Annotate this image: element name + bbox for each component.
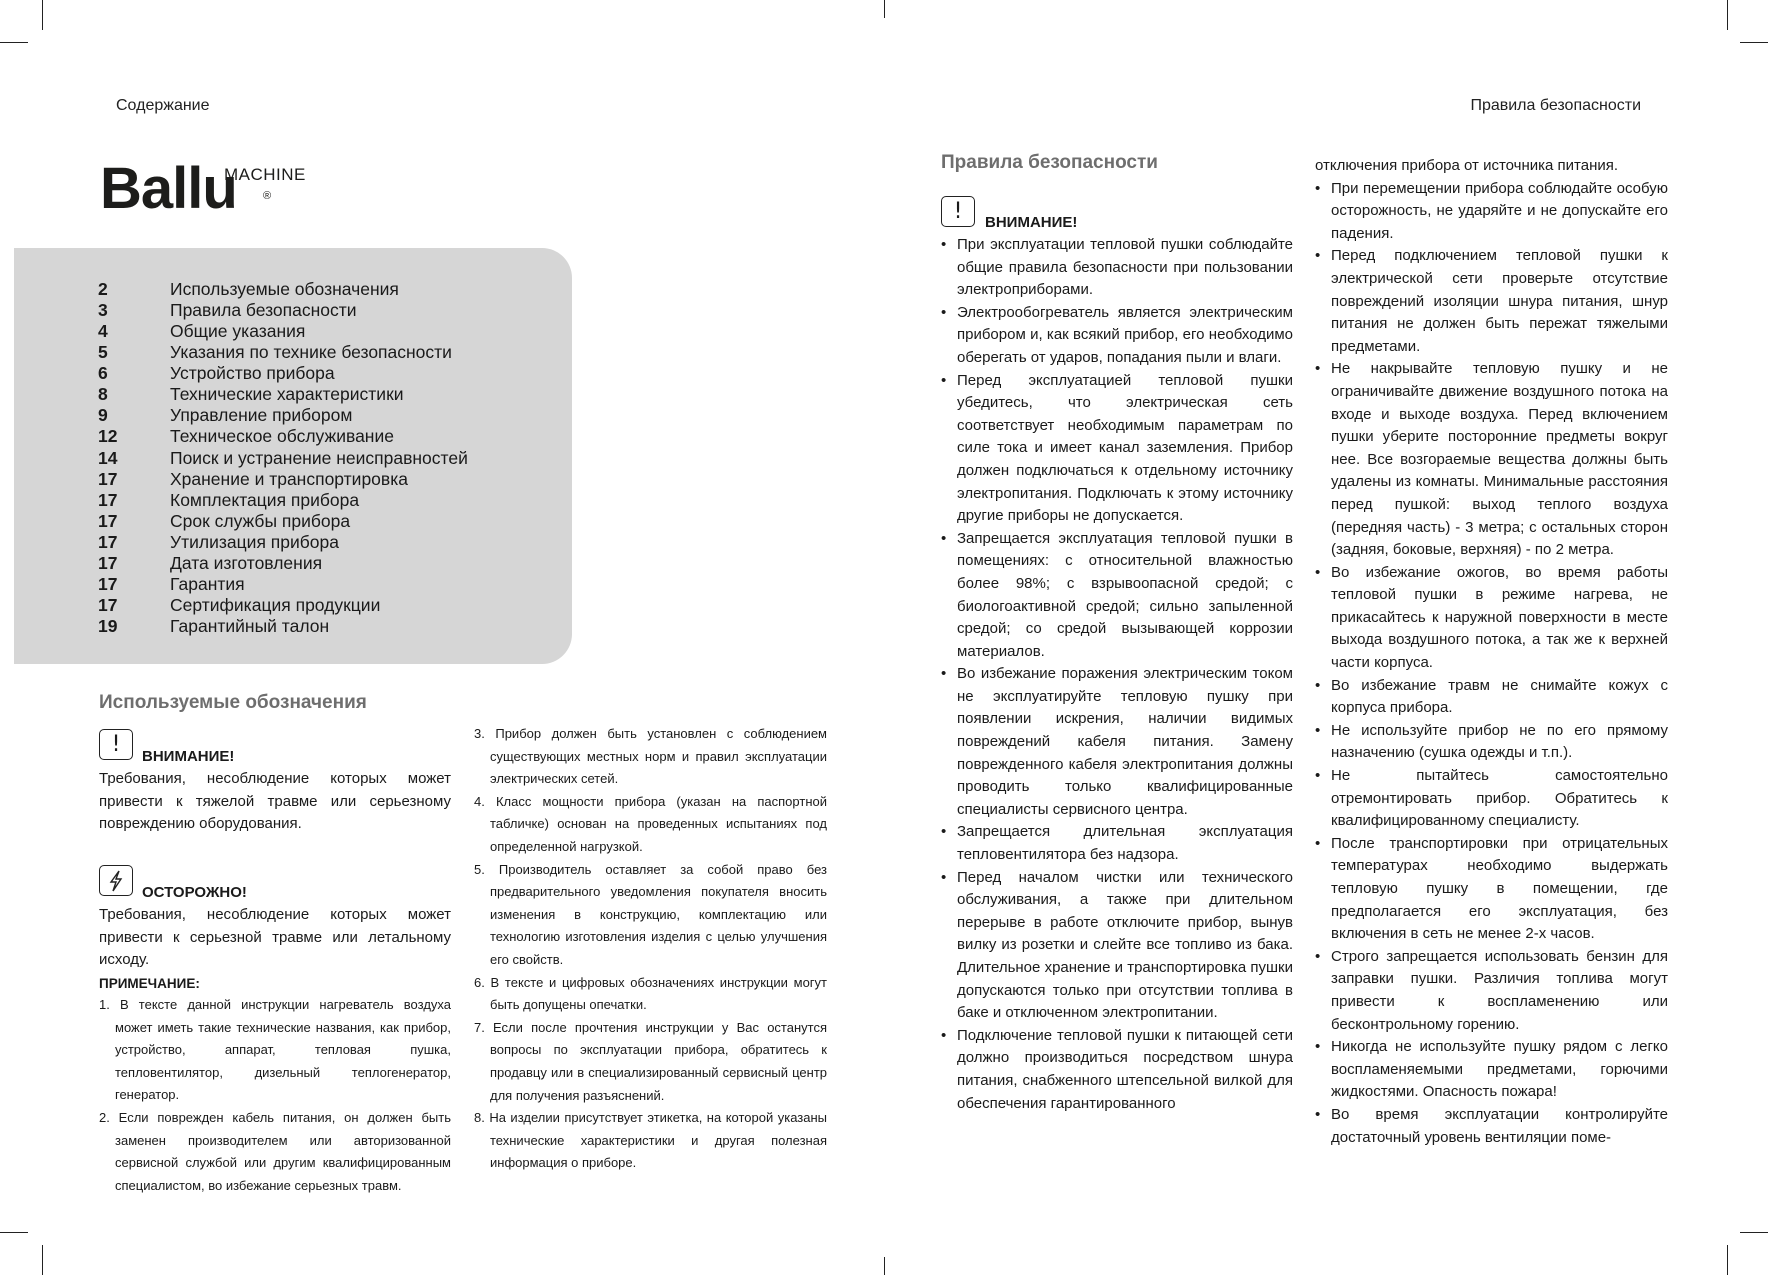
toc-entry: [98, 574, 468, 595]
note-item: 6. В тексте и цифровых обозначениях инструкции могут быть допущены опечатки.: [474, 974, 827, 1013]
toc-entry: [98, 406, 468, 427]
toc-entry: [98, 427, 468, 448]
toc-title: Технические характеристики: [170, 384, 404, 405]
left-page-header: Содержание: [116, 97, 210, 114]
toc-page-number: 5: [98, 342, 108, 363]
toc-title: Указания по технике безопасности: [170, 342, 452, 363]
toc-page-number: 17: [98, 553, 118, 574]
safety-item: • Перед эксплуатацией тепловой пушки убедитесь, что электрическая сеть соответствует необходимым параметрам по силе тока и имеет канал заземления. Прибор должен подключаться к отдельному источнику электропитания. Подключать к этому источнику другие приборы не допускается.: [941, 370, 1293, 528]
note-item: 7. Если после прочтения инструкции у Вас останутся вопросы по эксплуатации прибора, обратитесь к продавцу или в специализированный сервисный центр для получения разъяснений.: [474, 1019, 827, 1103]
toc-list: [98, 279, 468, 638]
toc-entry: [98, 617, 468, 638]
note-item: 3. Прибор должен быть установлен с соблюдением существующих местных норм и правил эксплуатации электрических сетей.: [474, 726, 827, 787]
exclamation-icon: !: [941, 196, 975, 227]
note-item: 5. Производитель оставляет за собой право без предварительного уведомления покупателя вносить изменения в конструкцию, комплектацию или технологию изготовления изделия с целью улучшения его свойств.: [474, 861, 827, 967]
toc-entry: [98, 300, 468, 321]
toc-entry: [98, 511, 468, 532]
safety-item: • После транспортировки при отрицательных температурах необходимо выдержать тепловую пушку в помещении, где предполагается его эксплуатация, без включения в сеть не менее 2-х часов.: [1315, 833, 1668, 946]
note-label: ПРИМЕЧАНИЕ:: [99, 976, 200, 991]
toc-entry: [98, 342, 468, 363]
crop-mark: [884, 0, 885, 18]
logo-wordmark: Ballu: [100, 156, 237, 221]
safety-list-2: [1315, 155, 1668, 1149]
safety-item: • Перед подключением тепловой пушки к электрической сети проверьте отсутствие повреждений изоляции шнура питания, шнур питания не должен быть пережат тяжелыми предметами.: [1315, 245, 1668, 358]
safety-item: • При эксплуатации тепловой пушки соблюдайте общие правила безопасности при пользовании электроприборами.: [941, 234, 1293, 302]
toc-entry: [98, 321, 468, 342]
symbols-section-title: Используемые обозначения: [99, 692, 367, 713]
safety-item: • Во избежание травм не снимайте кожух с корпуса прибора.: [1315, 675, 1668, 720]
crop-mark: [1740, 1232, 1768, 1233]
toc-title: Управление прибором: [170, 405, 353, 426]
crop-mark: [884, 1257, 885, 1275]
lightning-icon-glyph: [106, 870, 126, 892]
toc-title: Сертификация продукции: [170, 595, 381, 616]
toc-page-number: 12: [98, 426, 118, 447]
toc-title: Утилизация прибора: [170, 531, 339, 552]
toc-page-number: 17: [98, 468, 118, 489]
safety-item: • Подключение тепловой пушки к питающей сети должно производиться посредством шнура питания, снабженного штепсельной вилкой для обеспечения гарантированного: [941, 1025, 1293, 1115]
toc-title: Дата изготовления: [170, 553, 323, 574]
toc-page-number: 2: [98, 278, 108, 299]
toc-page-number: 8: [98, 384, 108, 405]
safety-item: • При перемещении прибора соблюдайте особую осторожность, не ударяйте и не допускайте его падения.: [1315, 178, 1668, 246]
safety-item: • Строго запрещается использовать бензин для заправки пушки. Различия топлива могут привести к воспламенению или бесконтрольному горению.: [1315, 946, 1668, 1036]
crop-mark: [1740, 42, 1768, 43]
toc-page-number: 17: [98, 574, 118, 595]
toc-title: Общие указания: [170, 320, 306, 341]
toc-title: Поиск и устранение неисправностей: [170, 447, 468, 468]
crop-mark: [1727, 1245, 1728, 1275]
toc-page-number: 17: [98, 595, 118, 616]
toc-page-number: 9: [98, 405, 108, 426]
crop-mark: [42, 0, 43, 30]
notes-list-1: [99, 994, 451, 1197]
safety-list-1: [941, 234, 1293, 1115]
logo-registered-mark: ®: [263, 190, 272, 202]
note-item: 8. На изделии присутствует этикетка, на которой указаны технические характеристики и другая полезная информация о приборе.: [474, 1110, 827, 1171]
toc-page-number: 4: [98, 320, 108, 341]
crop-mark: [0, 1232, 28, 1233]
toc-page-number: 17: [98, 510, 118, 531]
exclamation-icon: !: [99, 729, 133, 760]
toc-entry: [98, 363, 468, 384]
toc-title: Гарантийный талон: [170, 616, 330, 637]
safety-section-title: Правила безопасности: [941, 152, 1158, 173]
toc-entry: [98, 595, 468, 616]
toc-entry: [98, 532, 468, 553]
toc-title: Техническое обслуживание: [170, 426, 394, 447]
toc-page-number: 14: [98, 447, 118, 468]
toc-title: Срок службы прибора: [170, 510, 351, 531]
warning-label: ВНИМАНИЕ!: [142, 748, 235, 765]
toc-page-number: 3: [98, 299, 108, 320]
toc-page-number: 17: [98, 489, 118, 510]
caution-label: ОСТОРОЖНО!: [142, 884, 247, 901]
toc-page-number: 6: [98, 363, 108, 384]
safety-item: • Запрещается эксплуатация тепловой пушки в помещениях: с относительной влажностью более 98%; с взрывоопасной средой; с биологоактивной средой; сильно запыленной средой; со средой вызывающей коррозии материалов.: [941, 528, 1293, 664]
logo-machine: MACHINE: [224, 165, 306, 184]
safety-item-continuation: отключения прибора от источника питания.: [1315, 157, 1619, 174]
safety-item: • Никогда не используйте пушку рядом с легко воспламеняемыми предметами, горючими жидкостями. Опасность пожара!: [1315, 1036, 1668, 1104]
right-page-header: Правила безопасности: [1470, 97, 1641, 114]
crop-mark: [42, 1245, 43, 1275]
toc-page-number: 17: [98, 531, 118, 552]
safety-item: • Электрообогреватель является электрическим прибором и, как всякий прибор, его необходимо оберегать от ударов, попадания пыли и влаги.: [941, 302, 1293, 370]
note-item: 2. Если поврежден кабель питания, он должен быть заменен производителем или авторизованной сервисной службой или другим квалифицированным специалистом, во избежание серьезных травм.: [99, 1109, 451, 1193]
toc-title: Устройство прибора: [170, 363, 335, 384]
toc-entry: [98, 469, 468, 490]
safety-item: • Не пытайтесь самостоятельно отремонтировать прибор. Обратитесь к квалифицированному специалисту.: [1315, 765, 1668, 833]
toc-entry: [98, 384, 468, 405]
safety-item: • Не используйте прибор не по его прямому назначению (сушка одежды и т.п.).: [1315, 720, 1668, 765]
toc-entry: [98, 553, 468, 574]
caution-text: Требования, несоблюдение которых может привести к серьезной травме или летальному исходу.: [99, 906, 451, 969]
safety-warning-label: ВНИМАНИЕ!: [985, 214, 1078, 231]
warning-text: Требования, несоблюдение которых может привести к тяжелой травме или серьезному повреждению оборудования.: [99, 770, 451, 833]
toc-title: Комплектация прибора: [170, 489, 360, 510]
toc-title: Правила безопасности: [170, 299, 357, 320]
toc-title: Хранение и транспортировка: [170, 468, 408, 489]
safety-item: • Перед началом чистки или технического обслуживания, а также при длительном перерыве в работе отключите прибор, вынув вилку из розетки и слейте все топливо из бака. Длительное хранение и транспортировка пушки допускаются только при отсутствии топлива в баке и отключенном электропитании.: [941, 867, 1293, 1025]
notes-list-2: [474, 723, 827, 1175]
brand-logo: [100, 156, 320, 240]
toc-entry: [98, 448, 468, 469]
crop-mark: [1727, 0, 1728, 30]
safety-item: • Не накрывайте тепловую пушку и не ограничивайте движение воздушного потока на входе и выходе воздуха. Перед включением пушки уберите посторонние предметы вокруг нее. Все возгораемые вещества должны быть удалены из комнаты. Минимальные расстояния перед пушкой: выход теплого воздуха (передняя часть) - 3 метра; с остальных сторон (задняя, боковые, верхняя) - по 2 метра.: [1315, 358, 1668, 561]
toc-entry: [98, 490, 468, 511]
note-item: 4. Класс мощности прибора (указан на паспортной табличке) основан на проведенных испытаниях под определенной нагрузкой.: [474, 793, 827, 854]
safety-item: • Во время эксплуатации контролируйте достаточный уровень вентиляции поме-: [1315, 1104, 1668, 1149]
crop-mark: [0, 42, 28, 43]
note-item: 1. В тексте данной инструкции нагреватель воздуха может иметь такие технические названия, как прибор, устройство, аппарат, тепловая пушка, тепловентилятор, дизельный теплогенератор, генератор.: [99, 997, 451, 1103]
safety-item: • Во избежание поражения электрическим током не эксплуатируйте тепловую пушку при появлении искрения, наличии видимых повреждений кабеля питания. Замену поврежденного кабеля электропитания должны проводить только квалифицированные специалисты сервисного центра.: [941, 663, 1293, 821]
toc-title: Гарантия: [170, 574, 245, 595]
lightning-icon: [99, 865, 133, 896]
toc-title: Используемые обозначения: [170, 278, 399, 299]
toc-entry: [98, 279, 468, 300]
toc-page-number: 19: [98, 616, 118, 637]
safety-item: • Запрещается длительная эксплуатация тепловентилятора без надзора.: [941, 821, 1293, 866]
safety-item: • Во избежание ожогов, во время работы тепловой пушки в режиме нагрева, не прикасайтесь к наружной поверхности в месте выхода воздушного потока, а так же к верхней части корпуса.: [1315, 562, 1668, 675]
